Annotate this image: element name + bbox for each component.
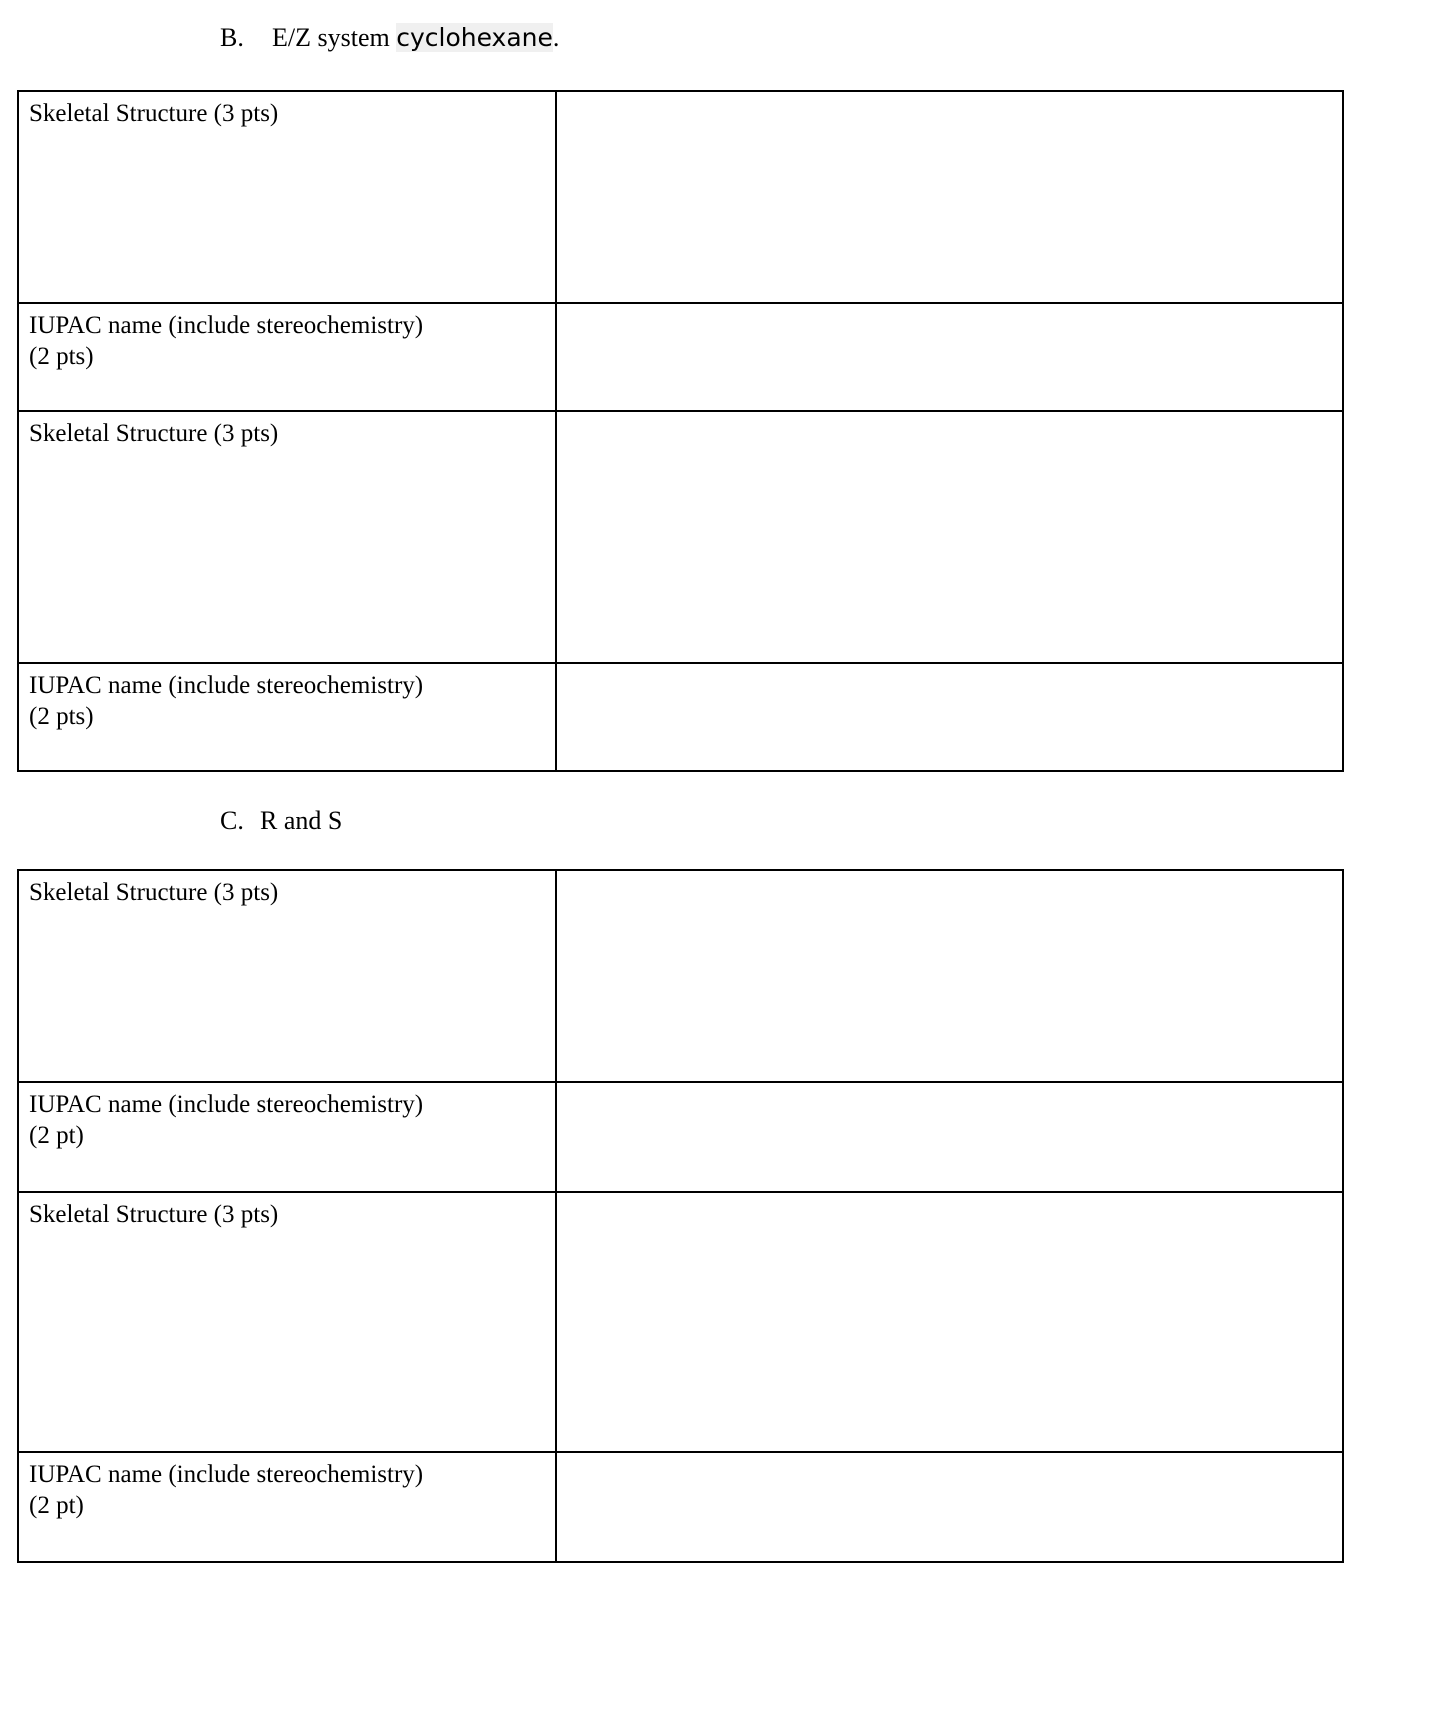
answer-area-iupac-name[interactable] xyxy=(556,303,1343,411)
label-iupac-name xyxy=(18,1452,556,1562)
answer-area-iupac-name[interactable] xyxy=(556,663,1343,771)
label-text: Skeletal Structure (3 pts) xyxy=(29,879,279,906)
answer-area-iupac-name[interactable] xyxy=(556,1082,1343,1192)
section-b-title-prefix: E/Z system xyxy=(272,23,397,52)
label-iupac-name xyxy=(18,303,556,411)
section-c-title-prefix: R and S xyxy=(260,806,343,835)
table-row xyxy=(18,91,1343,303)
label-text-line2: (2 pt) xyxy=(29,1492,84,1520)
label-text-line1: IUPAC name (include stereochemistry) xyxy=(29,672,424,699)
label-skeletal-structure xyxy=(18,91,556,303)
label-text-line2: (2 pts) xyxy=(29,703,94,731)
answer-area-skeletal-structure[interactable] xyxy=(556,411,1343,663)
answer-area-skeletal-structure[interactable] xyxy=(556,91,1343,303)
section-b-heading xyxy=(220,22,559,53)
label-skeletal-structure xyxy=(18,1192,556,1452)
table-row xyxy=(18,1452,1343,1562)
section-c-letter: C. xyxy=(220,806,244,835)
table-row xyxy=(18,1192,1343,1452)
answer-area-skeletal-structure[interactable] xyxy=(556,870,1343,1082)
table-row xyxy=(18,303,1343,411)
section-c-heading xyxy=(220,805,342,836)
label-iupac-name xyxy=(18,1082,556,1192)
answer-area-iupac-name[interactable] xyxy=(556,1452,1343,1562)
table-row xyxy=(18,663,1343,771)
section-c-table xyxy=(17,869,1344,1563)
table-row xyxy=(18,870,1343,1082)
label-text: Skeletal Structure (3 pts) xyxy=(29,420,279,447)
label-text-line1: IUPAC name (include stereochemistry) xyxy=(29,312,424,339)
label-text: Skeletal Structure (3 pts) xyxy=(29,1201,279,1228)
label-skeletal-structure xyxy=(18,870,556,1082)
label-text-line1: IUPAC name (include stereochemistry) xyxy=(29,1091,424,1118)
label-text-line2: (2 pts) xyxy=(29,343,94,371)
table-row xyxy=(18,1082,1343,1192)
table-row xyxy=(18,411,1343,663)
section-b-title-highlight: cyclohexane xyxy=(396,23,553,52)
answer-area-skeletal-structure[interactable] xyxy=(556,1192,1343,1452)
label-text-line1: IUPAC name (include stereochemistry) xyxy=(29,1461,424,1488)
section-b-table xyxy=(17,90,1344,772)
label-skeletal-structure xyxy=(18,411,556,663)
section-b-title-suffix: . xyxy=(552,23,560,52)
label-text: Skeletal Structure (3 pts) xyxy=(29,100,279,127)
label-iupac-name xyxy=(18,663,556,771)
label-text-line2: (2 pt) xyxy=(29,1122,84,1150)
section-b-letter: B. xyxy=(220,23,244,52)
